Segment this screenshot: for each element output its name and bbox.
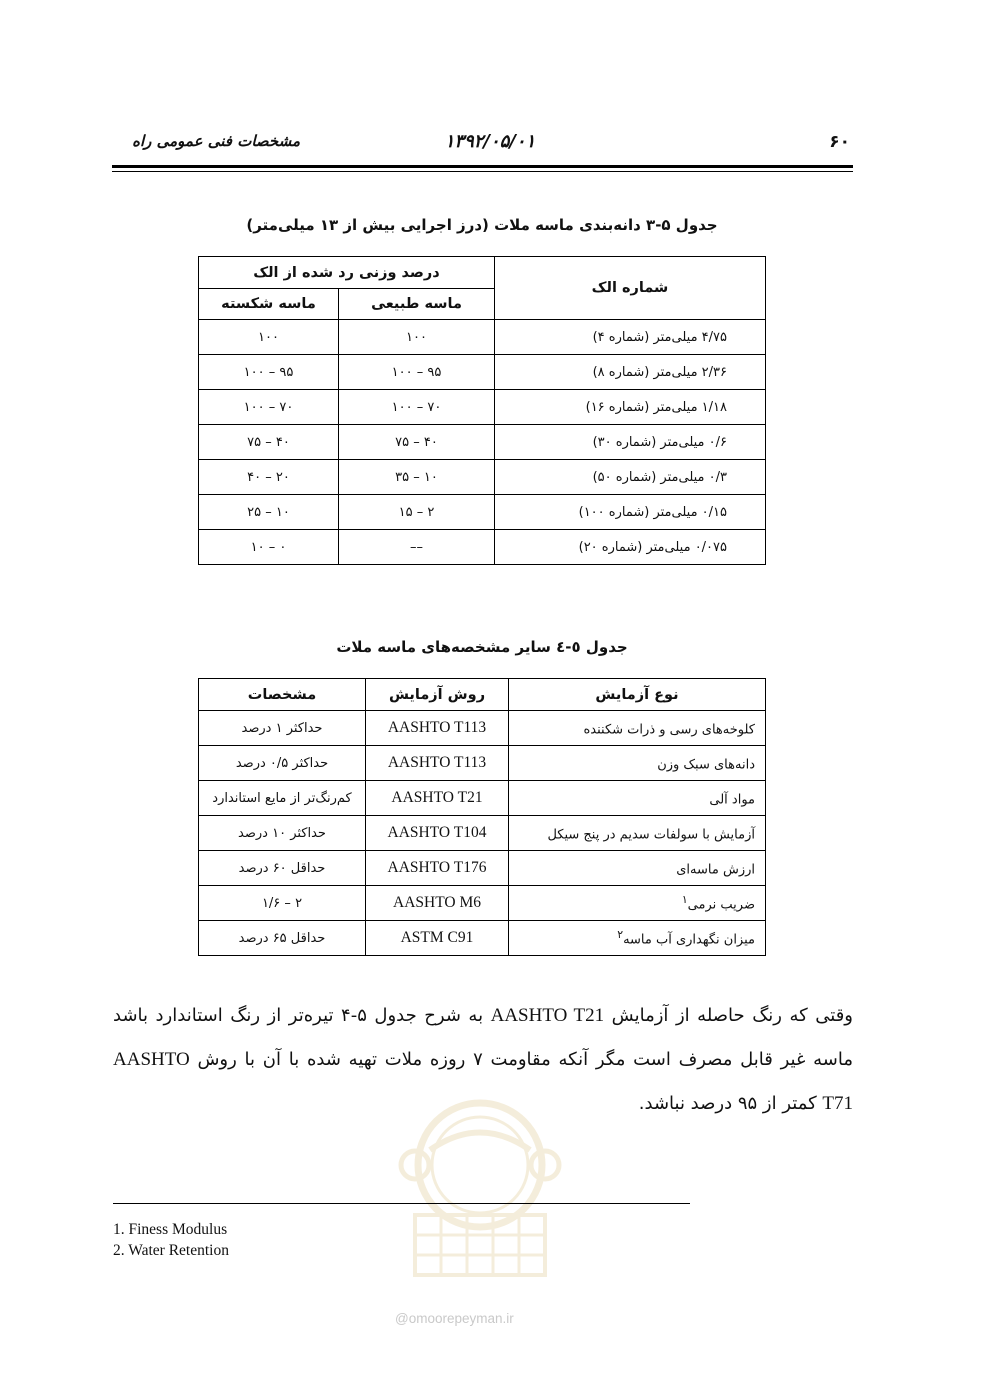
col-header-test-method: روش آزمایش (366, 679, 509, 711)
paragraph-code-2: AASHTO T71 (113, 1049, 853, 1114)
sieve-size-cell: ۰/۶ میلی‌متر (شماره ۳۰) (495, 425, 766, 460)
col-header-sieve: شماره الک (495, 257, 766, 320)
table2-row (199, 746, 766, 781)
footnote-1: 1. Finess Modulus (113, 1221, 228, 1238)
test-type-text: مواد آلی (709, 792, 755, 808)
col-header-passing-percent: درصد وزنی رد شده از الک (199, 257, 495, 289)
page-number: ۶۰ (829, 132, 850, 152)
natural-sand-cell: ۹۵ – ۱۰۰ (339, 355, 495, 390)
test-type-text: آزمایش با سولفات سدیم در پنج سیکل (547, 827, 755, 843)
paragraph-text-1: وقتی که رنگ حاصله از آزمایش (604, 1005, 853, 1026)
sieve-gradation-table (198, 256, 766, 565)
natural-sand-cell: ۱۰۰ (339, 320, 495, 355)
crushed-sand-cell: ۱۰۰ (199, 320, 339, 355)
test-method-cell: AASHTO T104 (366, 816, 509, 851)
col-header-test-type: نوع آزمایش (509, 679, 766, 711)
sieve-size-cell: ۰/۳ میلی‌متر (شماره ۵۰) (495, 460, 766, 495)
table1-row (199, 460, 766, 495)
table1-caption: جدول ۵-۳ دانه‌بندی ماسه ملات (درز اجرایی بیش از ۱۳ میلی‌متر) (246, 216, 718, 234)
table1-row (199, 355, 766, 390)
col-header-natural-sand: ماسه طبیعی (339, 289, 495, 320)
crushed-sand-cell: ۲۰ – ۴۰ (199, 460, 339, 495)
specification-cell: حداقل ۶۵ درصد (199, 921, 366, 956)
test-type-cell (509, 711, 766, 746)
table2-row (199, 921, 766, 956)
table1-row (199, 495, 766, 530)
test-type-text: دانه‌های سبک وزن (657, 757, 755, 773)
specification-cell: کم‌رنگ‌تر از مایع استاندارد (199, 781, 366, 816)
footnote-2: 2. Water Retention (113, 1242, 229, 1259)
header-date: ۱۳۹۲/۰۵/۰۱ (444, 131, 536, 152)
test-type-text: ضریب نرمی (687, 897, 755, 913)
specification-cell: حداکثر ۱ درصد (199, 711, 366, 746)
test-type-cell (509, 921, 766, 956)
test-method-cell: AASHTO T176 (366, 851, 509, 886)
table2-row (199, 711, 766, 746)
natural-sand-cell: ۴۰ – ۷۵ (339, 425, 495, 460)
watermark-logo (395, 1095, 565, 1285)
test-type-cell (509, 851, 766, 886)
sand-properties-table (198, 678, 766, 956)
sieve-size-cell: ۴/۷۵ میلی‌متر (شماره ۴) (495, 320, 766, 355)
footnote-marker: ۱ (681, 893, 688, 907)
sieve-size-cell: ۰/۱۵ میلی‌متر (شماره ۱۰۰) (495, 495, 766, 530)
sieve-size-cell: ۲/۳۶ میلی‌متر (شماره ۸) (495, 355, 766, 390)
footnote-separator (113, 1203, 690, 1204)
test-type-cell (509, 746, 766, 781)
table2-row (199, 886, 766, 921)
paragraph-text-3: کمتر از ۹۵ درصد نباشد. (638, 1093, 823, 1114)
test-method-cell: AASHTO T21 (366, 781, 509, 816)
table2-row (199, 781, 766, 816)
crushed-sand-cell: ۴۰ – ۷۵ (199, 425, 339, 460)
test-type-cell (509, 816, 766, 851)
natural-sand-cell: –– (339, 530, 495, 565)
natural-sand-cell: ۲ – ۱۵ (339, 495, 495, 530)
test-method-cell: AASHTO T113 (366, 711, 509, 746)
header-document-title: مشخصات فنی عمومی راه (132, 132, 300, 150)
specification-cell: ۲ – ۱/۶ (199, 886, 366, 921)
table2-row (199, 816, 766, 851)
specification-cell: حداقل ۶۰ درصد (199, 851, 366, 886)
col-header-crushed-sand: ماسه شکسته (199, 289, 339, 320)
table1-row (199, 530, 766, 565)
test-type-cell (509, 886, 766, 921)
test-type-text: کلوخه‌های رسی و ذرات شکننده (583, 722, 755, 738)
test-type-cell (509, 781, 766, 816)
table1-row (199, 390, 766, 425)
header-rule-thin (112, 171, 853, 172)
table2-row (199, 851, 766, 886)
paragraph-text-2: به شرح جدول ۵-۴ تیره‌تر از رنگ استاندارد باشد ماسه غیر قابل مصرف است مگر آنکه مقاومت ۷ روزه ملات تهیه شده با آن با روش (113, 1005, 853, 1070)
crushed-sand-cell: ۹۵ – ۱۰۰ (199, 355, 339, 390)
table1-row (199, 425, 766, 460)
col-header-specification: مشخصات (199, 679, 366, 711)
table2-caption: جدول ٥-٤ سایر مشخصه‌های ماسه ملات (336, 638, 628, 656)
test-type-text: میزان نگهداری آب ماسه (623, 932, 755, 948)
specification-cell: حداکثر ۰/۵ درصد (199, 746, 366, 781)
specification-cell: حداکثر ۱۰ درصد (199, 816, 366, 851)
footnote-marker: ۲ (617, 928, 624, 942)
sieve-size-cell: ۰/۰۷۵ میلی‌متر (شماره ۲۰) (495, 530, 766, 565)
test-method-cell: AASHTO T113 (366, 746, 509, 781)
table1-row (199, 320, 766, 355)
crushed-sand-cell: ۰ – ۱۰ (199, 530, 339, 565)
crushed-sand-cell: ۷۰ – ۱۰۰ (199, 390, 339, 425)
sieve-size-cell: ۱/۱۸ میلی‌متر (شماره ۱۶) (495, 390, 766, 425)
natural-sand-cell: ۷۰ – ۱۰۰ (339, 390, 495, 425)
test-type-text: ارزش ماسه‌ای (676, 862, 755, 878)
test-method-cell: ASTM C91 (366, 921, 509, 956)
test-method-cell: AASHTO M6 (366, 886, 509, 921)
paragraph-code-1: AASHTO T21 (490, 1005, 605, 1026)
watermark-text: @omoorepeyman.ir (395, 1311, 514, 1326)
crushed-sand-cell: ۱۰ – ۲۵ (199, 495, 339, 530)
header-rule-thick (112, 165, 853, 168)
natural-sand-cell: ۱۰ – ۳۵ (339, 460, 495, 495)
